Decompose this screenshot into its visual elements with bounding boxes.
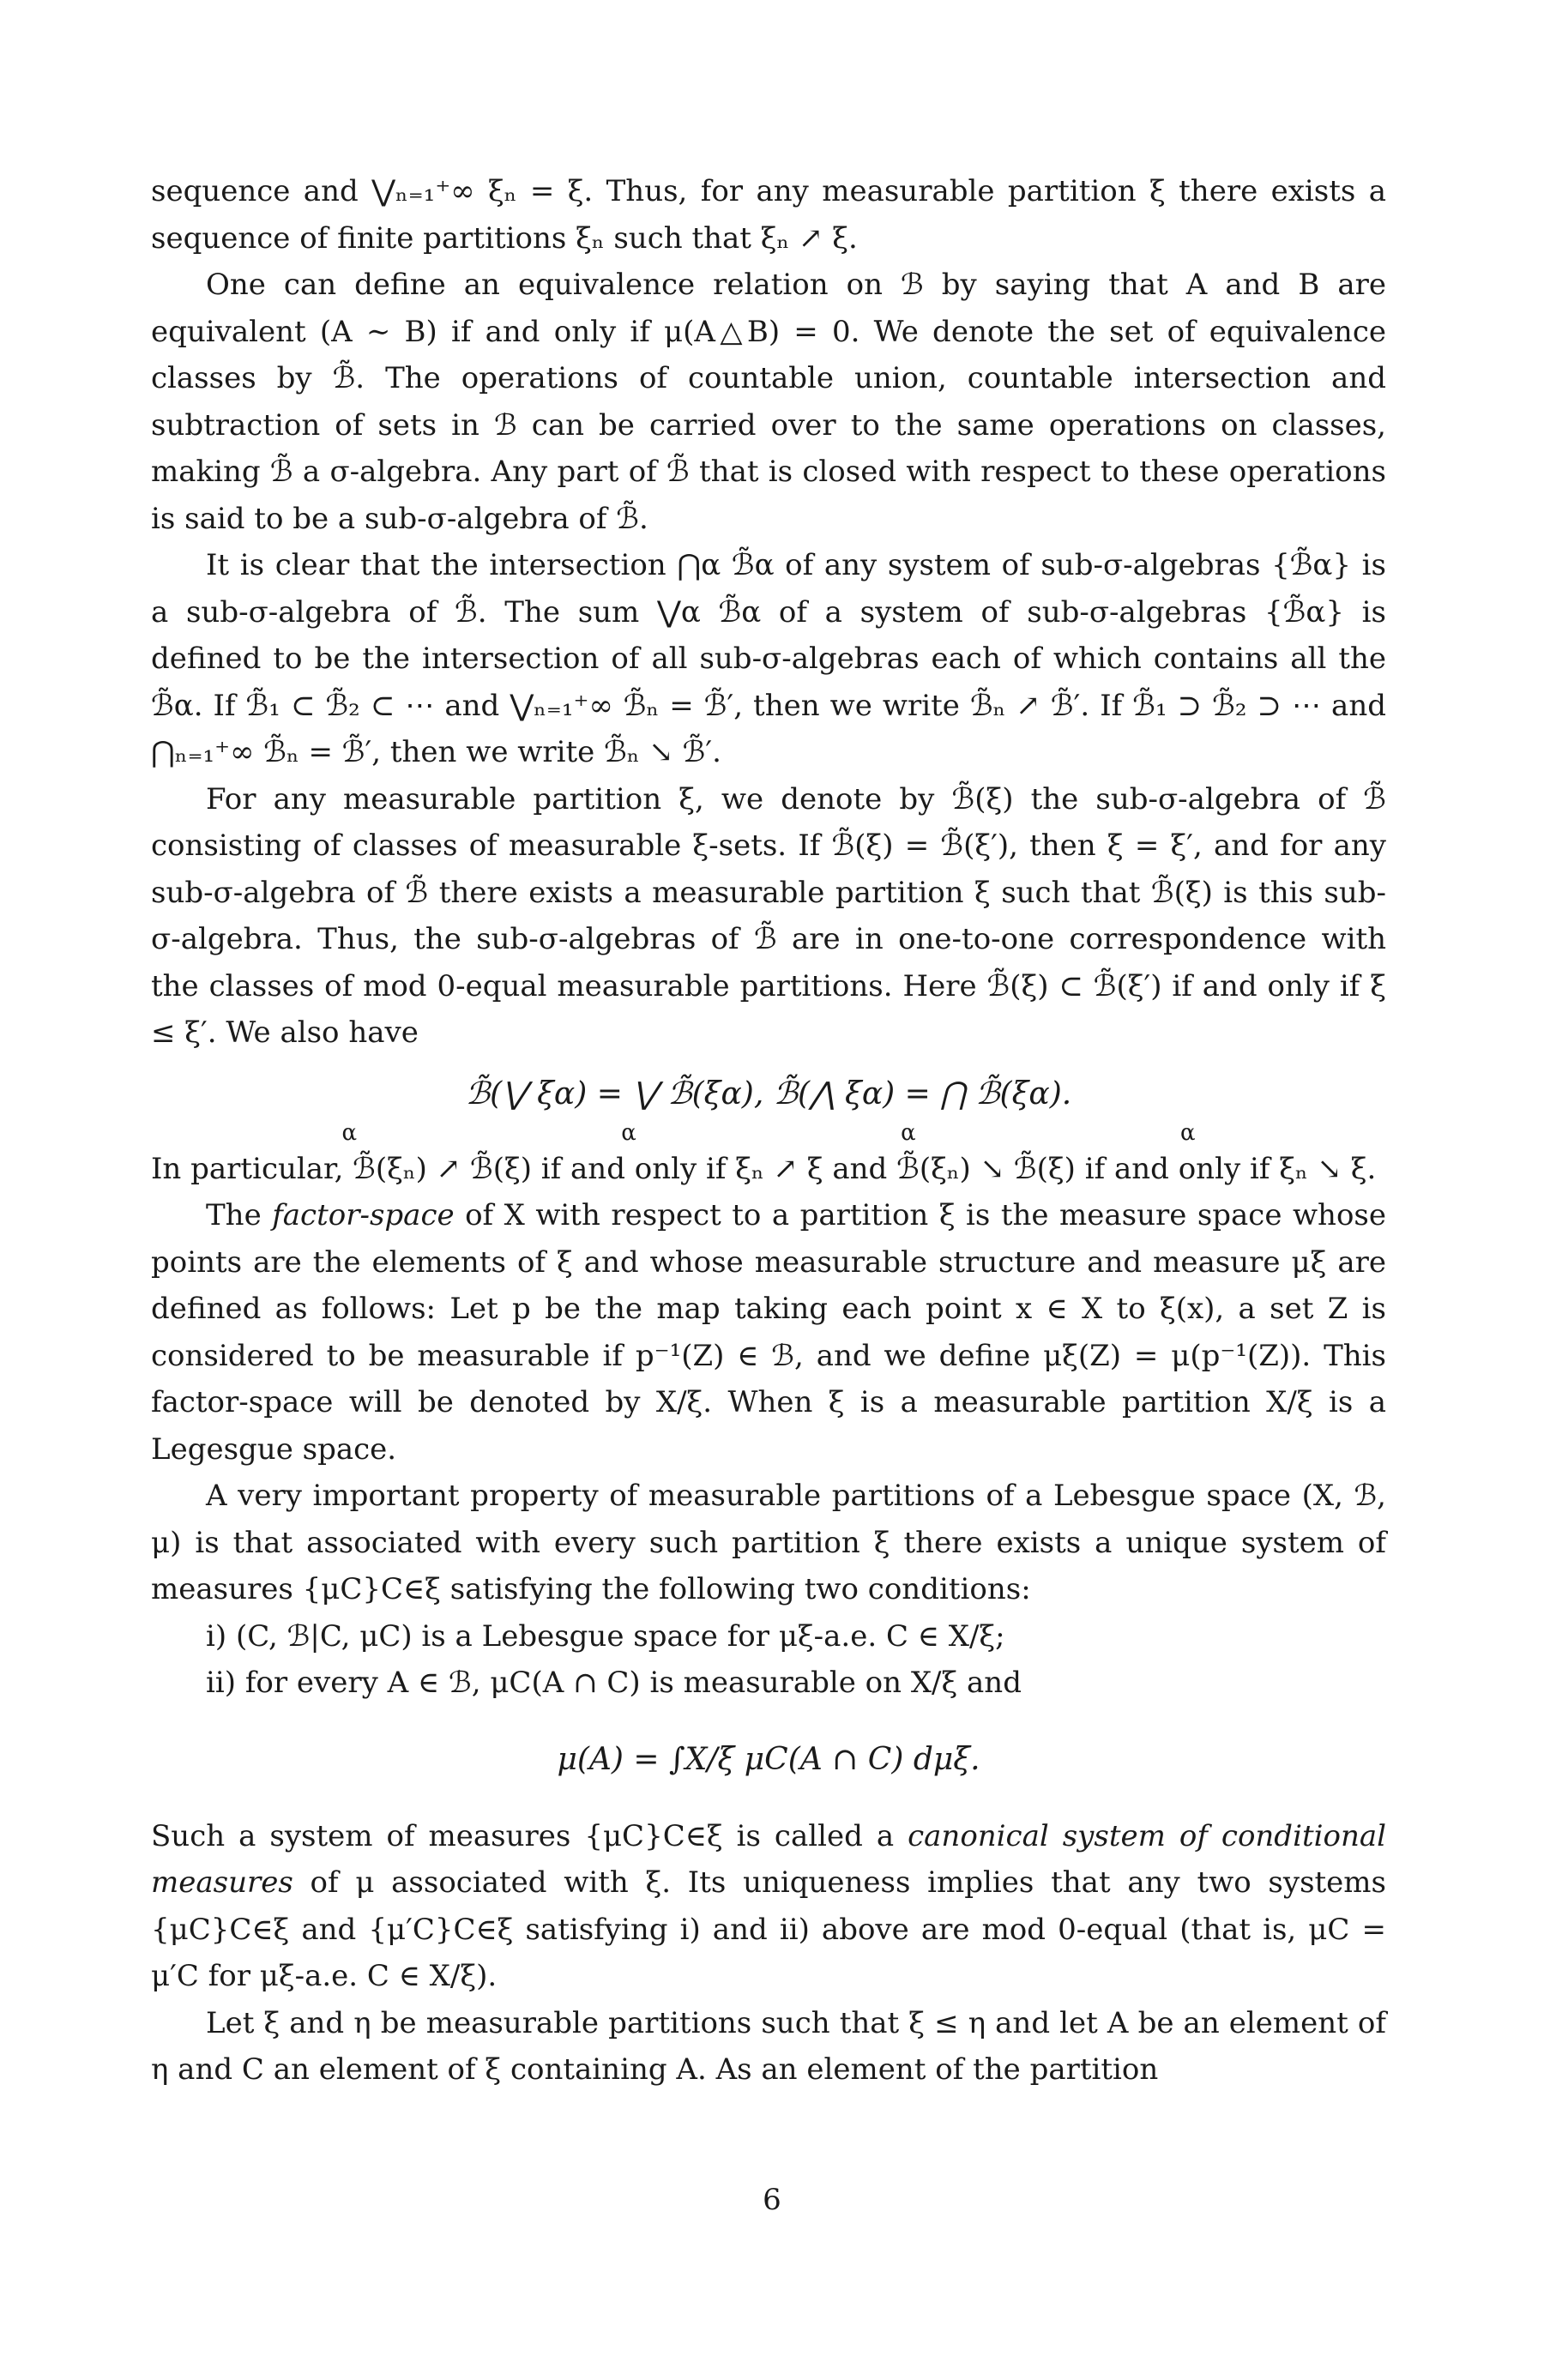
condition-ii: ii) for every A ∈ ℬ, μC(A ∩ C) is measurable on X/ξ and: [206, 1666, 1022, 1700]
term-factor-space: factor-space: [272, 1198, 455, 1232]
paragraph-2: One can define an equivalence relation on ℬ by saying that A and B are equivalent (A ∼ B) if and only if μ(A△B) = 0. We denote the set of equivalence classes by ℬ̃. The operations of countable union, countable intersection and subtraction of sets in ℬ can be carried over to the same operations on classes, making ℬ̃ a σ-algebra. Any part of ℬ̃ that is closed with respect to these operations is said to be a sub-σ-algebra of ℬ̃.: [151, 268, 1386, 536]
paragraph-3: It is clear that the intersection ⋂α ℬ̃α of any system of sub-σ-algebras {ℬ̃α} is a sub-σ-algebra of ℬ̃. The sum ⋁α ℬ̃α of a system of sub-σ-algebras {ℬ̃α} is defined to be the intersection of all sub-σ-algebras each of which contains all the ℬ̃α. If ℬ̃₁ ⊂ ℬ̃₂ ⊂ ⋯ and ⋁ₙ₌₁⁺∞ ℬ̃ₙ = ℬ̃′, then we write ℬ̃ₙ ↗ ℬ̃′. If ℬ̃₁ ⊃ ℬ̃₂ ⊃ ⋯ and ⋂ₙ₌₁⁺∞ ℬ̃ₙ = ℬ̃′, then we write ℬ̃ₙ ↘ ℬ̃′.: [151, 548, 1386, 769]
paragraph-5: In particular, ℬ̃(ξₙ) ↗ ℬ̃(ξ) if and only if ξₙ ↗ ξ and ℬ̃(ξₙ) ↘ ℬ̃(ξ) if and only if ξₙ ↘ ξ.: [151, 1151, 1377, 1186]
paragraph-10: [151, 1813, 1386, 2000]
display-equation-1: ℬ̃(⋁ ξα) = ⋁ ℬ̃(ξα), ℬ̃(⋀ ξα) = ⋂ ℬ̃(ξα).: [465, 1076, 1072, 1112]
page-number: 6: [763, 2183, 781, 2217]
condition-i: i) (C, ℬ|C, μC) is a Lebesgue space for μξ-a.e. C ∈ X/ξ;: [206, 1618, 1005, 1654]
paragraph-4: For any measurable partition ξ, we denote by ℬ̃(ξ) the sub-σ-algebra of ℬ̃ consisting of classes of measurable ξ-sets. If ℬ̃(ξ) = ℬ̃(ξ′), then ξ = ξ′, and for any sub-σ-algebra of ℬ̃ there exists a measurable partition ξ such that ℬ̃(ξ) is this sub-σ-algebra. Thus, the sub-σ-algebras of ℬ̃ are in one-to-one correspondence with the classes of mod 0-equal measurable partitions. Here ℬ̃(ξ) ⊂ ℬ̃(ξ′) if and only if ξ ≤ ξ′. We also have: [151, 781, 1386, 1050]
paragraph-1: sequence and ⋁ₙ₌₁⁺∞ ξₙ = ξ. Thus, for any measurable partition ξ there exists a sequence of finite partitions ξₙ such that ξₙ ↗ ξ.: [151, 174, 1386, 256]
display-equation-2: μ(A) = ∫X/ξ μC(A ∩ C) dμξ.: [557, 1741, 980, 1777]
paragraph-10-rest: of μ associated with ξ. Its uniqueness implies that any two systems {μC}C∈ξ and {μ′C}C∈ξ satisfying i) and ii) above are mod 0-equal (that is, μC = μ′C for μξ-a.e. C ∈ X/ξ).: [151, 1865, 1386, 1993]
paragraph-7: A very important property of measurable partitions of a Lebesgue space (X, ℬ, μ) is that associated with every such partition ξ there exists a unique system of measures {μC}C∈ξ satisfying the following two conditions:: [151, 1479, 1386, 1606]
display-equation-1-subscripts: α α α α: [341, 1119, 1324, 1146]
paragraph-11: Let ξ and η be measurable partitions such that ξ ≤ η and let A be an element of η and C an element of ξ containing A. As an element of the partition: [151, 2005, 1386, 2087]
body-text: [151, 168, 1386, 2094]
paragraph-6: [151, 1192, 1386, 1473]
paragraph-6-start: The: [206, 1198, 273, 1232]
term-canonical-system: canonical system of conditional measures: [151, 1818, 1386, 1900]
paragraph-10-start: Such a system of measures {μC}C∈ξ is called a: [151, 1818, 908, 1853]
paragraph-6-rest: of X with respect to a partition ξ is the measure space whose points are the elements of ξ and whose measurable structure and measure μξ are defined as follows: Let p be the map taking each point x ∈ X to ξ(x), a set Z is considered to be measurable if p⁻¹(Z) ∈ ℬ, and we define μξ(Z) = μ(p⁻¹(Z)). This factor-space will be denoted by X/ξ. When ξ is a measurable partition X/ξ is a Legesgue space.: [151, 1198, 1386, 1467]
